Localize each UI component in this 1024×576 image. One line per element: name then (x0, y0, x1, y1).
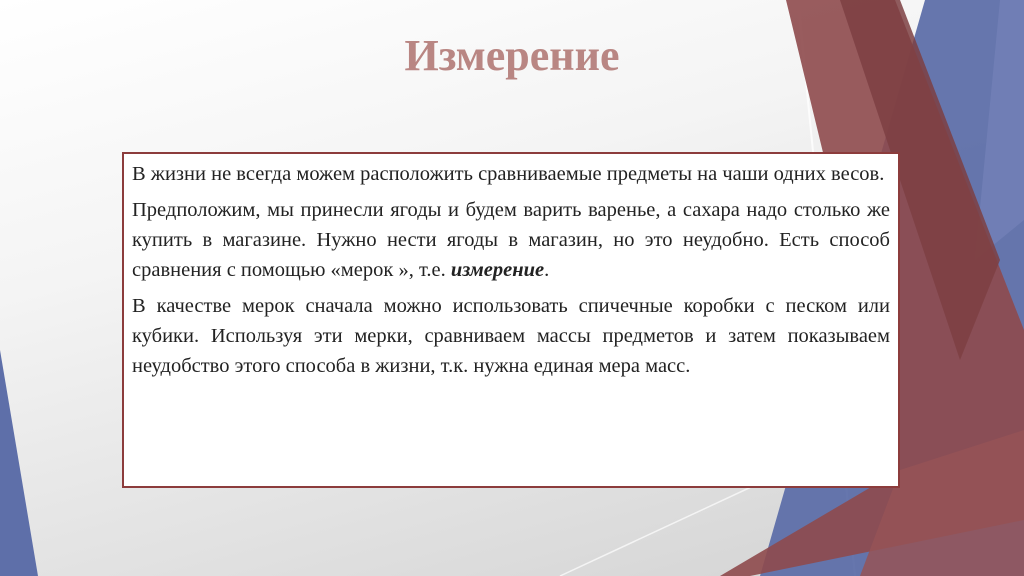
paragraph-3: В качестве мерок сначала можно использовать спичечные коробки с песком или кубики. Используя эти мерки, сравниваем массы предметов и затем показываем неудобство этого способа в жизни, т.к. нужна единая мера масс. (132, 295, 890, 377)
paragraph-1: В жизни не всегда можем расположить сравниваемые предметы на чаши одних весов. (132, 163, 885, 185)
term-measurement: измерение (450, 259, 545, 281)
content-box (122, 152, 900, 488)
slide-title: Измерение (404, 31, 620, 80)
paragraph-2-end: . (544, 259, 550, 281)
paragraph-2-text: Предположим, мы принесли ягоды и будем варить варенье, а сахара надо столько же купить в магазине. Нужно нести ягоды в магазин, но это неудобно. Есть способ сравнения с помощью «мерок », т.е. (132, 199, 890, 281)
paragraph-2 (132, 195, 890, 285)
decor-left-blue (0, 350, 38, 576)
